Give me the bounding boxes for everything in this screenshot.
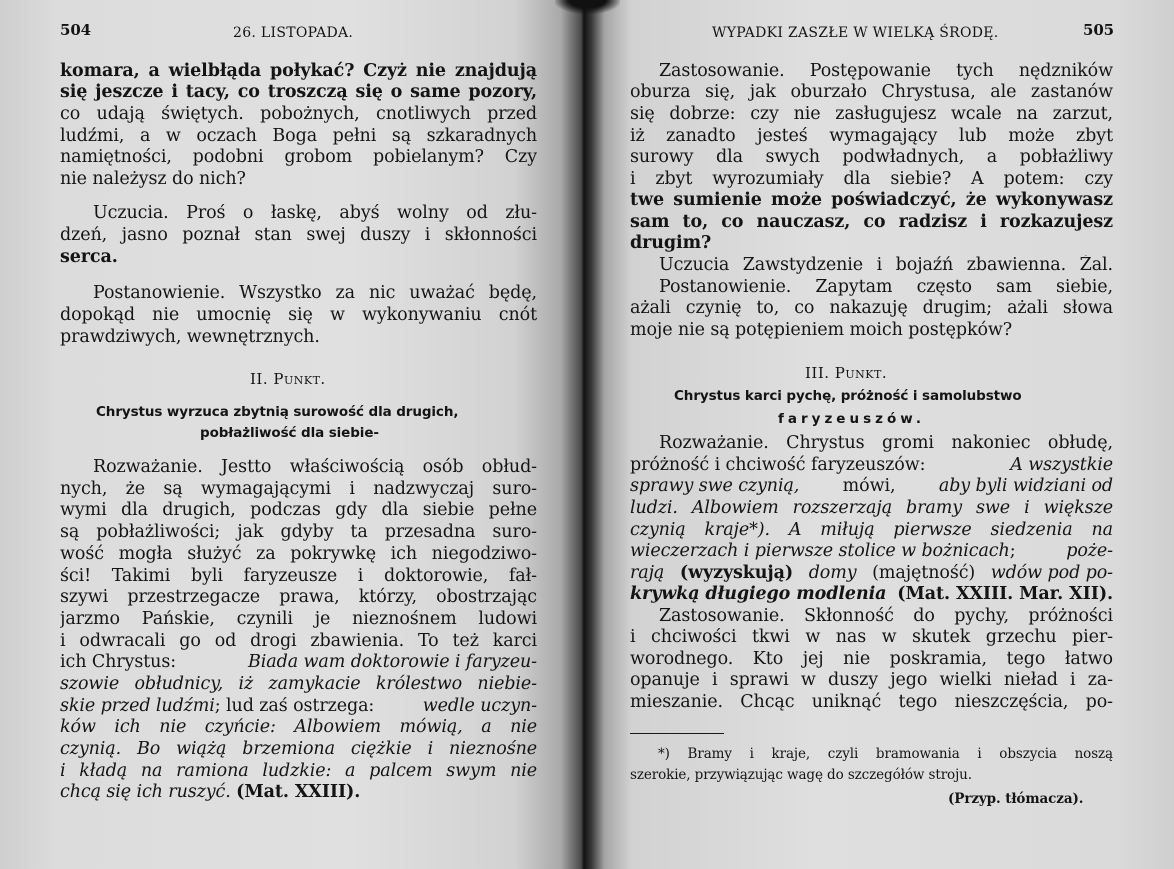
italic-quote: wedle uczyn- xyxy=(422,696,537,716)
italic-quote: Biada wam doktorowie i faryzeu- xyxy=(248,652,537,672)
text-line: namiętności, podobni grobom pobielanym? Czy xyxy=(60,147,537,167)
text-line: iż zanadto jesteś wymagający lub może zbyt xyxy=(630,126,1113,146)
text-line xyxy=(630,476,1113,496)
gutter-shadow xyxy=(555,0,620,14)
footnote-attribution: (Przyp. tłómacza). xyxy=(948,791,1084,807)
section-heading: Chrystus wyrzuca zbytnią surowość dla drugich, xyxy=(96,404,459,420)
text-line xyxy=(630,541,1113,561)
text-line: opanuje i sprawi w duszy jego wielki nieład i za- xyxy=(630,670,1113,690)
text-line: wymi dla drugich, podczas gdy dla siebie pełne xyxy=(60,500,537,520)
text-line: się jeszcze i tacy, co troszczą się o same pozory, xyxy=(60,82,537,102)
section-heading: faryzeuszów. xyxy=(778,411,925,427)
text-line: moje nie są potępieniem moich postępków? xyxy=(630,320,1013,340)
text-line: Rozważanie. Jestto właściwością osób obłud- xyxy=(93,457,537,477)
right-page xyxy=(584,0,1174,869)
text-line: i zbyt wyrozumiały dla siebie? A potem: czy xyxy=(630,169,1113,189)
section-title: II. Punkt. xyxy=(250,370,326,388)
text-line: nie należysz do nich? xyxy=(60,169,246,189)
text-line: ści! Takimi byli faryzeusze i doktorowie, fał- xyxy=(60,566,537,586)
italic-quote: domy xyxy=(808,563,857,583)
italic-quote: ludzi. Albowiem rozszerzają bramy swe i większe xyxy=(630,498,1113,518)
citation: (Mat. XXIII). xyxy=(236,782,361,802)
text-line: ludźmi, a w oczach Boga pełni są szkaradnych xyxy=(60,126,537,146)
italic-quote: wdów pod po- xyxy=(990,563,1113,583)
text-line: sam to, co nauczasz, co radzisz i rozkazujesz xyxy=(630,212,1113,232)
text-line xyxy=(60,652,537,672)
footnote-rule xyxy=(630,733,724,734)
text-line xyxy=(630,455,1113,475)
text-line: dzeń, jasno poznał stan swej duszy i skłonności xyxy=(60,225,537,245)
text-line xyxy=(630,563,1113,583)
italic-quote: aby byli widziani od xyxy=(938,476,1113,496)
italic-quote: rają xyxy=(630,563,665,583)
italic-quote: wieczerzach i pierwsze stolice w bożnicach xyxy=(630,541,1010,561)
page-number: 504 xyxy=(60,21,92,39)
section-heading: Chrystus karci pychę, próżność i samolubstwo xyxy=(674,388,1022,404)
text-line: Postanowienie. Zapytam często sam siebie, xyxy=(659,277,1113,297)
italic-quote: A wszystkie xyxy=(1010,455,1113,475)
text-span: (wyzyskują) xyxy=(679,563,794,583)
text-span: mówi, xyxy=(842,476,896,496)
text-line: Rozważanie. Chrystus gromi nakoniec obłudę, xyxy=(659,433,1113,453)
text-span: ; lud zaś ostrzega: xyxy=(214,696,375,716)
text-line: nych, że są wymagającymi i nadzwyczaj suro- xyxy=(60,479,537,499)
italic-quote: poże- xyxy=(1066,541,1113,561)
text-line: twe sumienie może poświadczyć, że wykonywasz xyxy=(630,190,1113,210)
italic-quote: czynią. Bo wiążą brzemiona ciężkie i nieznośne xyxy=(60,739,537,759)
text-span: ; xyxy=(1009,541,1016,561)
text-line xyxy=(60,696,537,716)
italic-quote: i kładą na ramiona ludzkie: a palcem swym nie xyxy=(60,761,537,781)
text-line: surowy dla swych podwładnych, a pobłażliwy xyxy=(630,147,1113,167)
italic-quote: krywką długiego modlenia xyxy=(630,584,887,604)
text-line: co udają świętych. pobożnych, cnotliwych przed xyxy=(60,104,537,124)
text-span: ich Chrystus: xyxy=(60,652,177,672)
text-line: drugim? xyxy=(630,233,712,253)
running-head: 26. LISTOPADA. xyxy=(233,25,354,41)
text-line: Zastosowanie. Postępowanie tych nędzników xyxy=(659,61,1113,81)
text-line: mieszanie. Chcąc uniknąć tego nieszczęścia, po- xyxy=(630,692,1113,712)
footnote: *) Bramy i kraje, czyli bramowania i obszycia noszą xyxy=(658,746,1113,762)
italic-quote: ków ich nie czyńcie: Albowiem mówią, a nie xyxy=(60,717,537,737)
text-line xyxy=(60,782,537,802)
text-line: jarzmo Pańskie, czynili je nieznośnem ludowi xyxy=(60,609,537,629)
text-line: worodnego. Kto jej nie poskramia, tego łatwo xyxy=(630,649,1113,669)
text-line: dopokąd nie umocnię się w wykonywaniu cnót xyxy=(60,305,537,325)
citation: (Mat. XXIII. Mar. XII). xyxy=(897,584,1113,604)
left-page xyxy=(0,0,584,869)
text-line: Zastosowanie. Skłonność do pychy, próżności xyxy=(659,606,1113,626)
text-line: serca. xyxy=(60,247,118,267)
section-heading: pobłażliwość dla siebie- xyxy=(200,425,379,441)
text-span: (majętność) xyxy=(872,563,976,583)
italic-quote: sprawy swe czynią, xyxy=(630,476,800,496)
running-head: WYPADKI ZASZŁE W WIELKĄ ŚRODĘ. xyxy=(712,25,999,41)
text-line: wość mogła służyć za pokrywkę ich niegodziwo- xyxy=(60,544,537,564)
italic-quote: skie przed ludźmi xyxy=(60,696,215,716)
text-line: Uczucia. Proś o łaskę, abyś wolny od złu- xyxy=(93,203,537,223)
footnote: szerokie, przywiązując wagę do szczegółów stroju. xyxy=(630,767,972,783)
text-line: Postanowienie. Wszystko za nic uważać będę, xyxy=(93,283,537,303)
text-line: i odwracali go od drogi zbawienia. To też karci xyxy=(60,631,537,651)
italic-quote: czynią kraje*). A miłują pierwsze siedzenia na xyxy=(630,520,1113,540)
text-line: szywi przestrzegacze prawa, którzy, obostrzając xyxy=(60,587,537,607)
text-span: próżność i chciwość faryzeuszów: xyxy=(630,455,926,475)
italic-quote: szowie obłudnicy, iż zamykacie królestwo niebie- xyxy=(60,674,537,694)
text-line: są pobłażliwości; jak gdyby ta przesadna suro- xyxy=(60,522,537,542)
text-line: Uczucia Zawstydzenie i bojaźń zbawienna. Żal. xyxy=(659,255,1113,275)
italic-quote: chcą się ich ruszyć. xyxy=(60,782,231,802)
text-line xyxy=(630,584,1113,604)
page-number: 505 xyxy=(1083,21,1115,39)
text-line: komara, a wielbłąda połykać? Czyż nie znajdują xyxy=(60,61,537,81)
section-title: III. Punkt. xyxy=(805,364,888,382)
text-line: oburza się, jak oburzało Chrystusa, ale zastanów xyxy=(630,82,1113,102)
text-line: się dobrze: czy nie zasługujesz wcale na zarzut, xyxy=(630,104,1113,124)
text-line: i chciwości tkwi w nas w skutek grzechu pier- xyxy=(630,627,1113,647)
text-line: prawdziwych, wewnętrznych. xyxy=(60,327,320,347)
text-line: ażali czynię to, co nakazuję drugim; ażali słowa xyxy=(630,298,1113,318)
